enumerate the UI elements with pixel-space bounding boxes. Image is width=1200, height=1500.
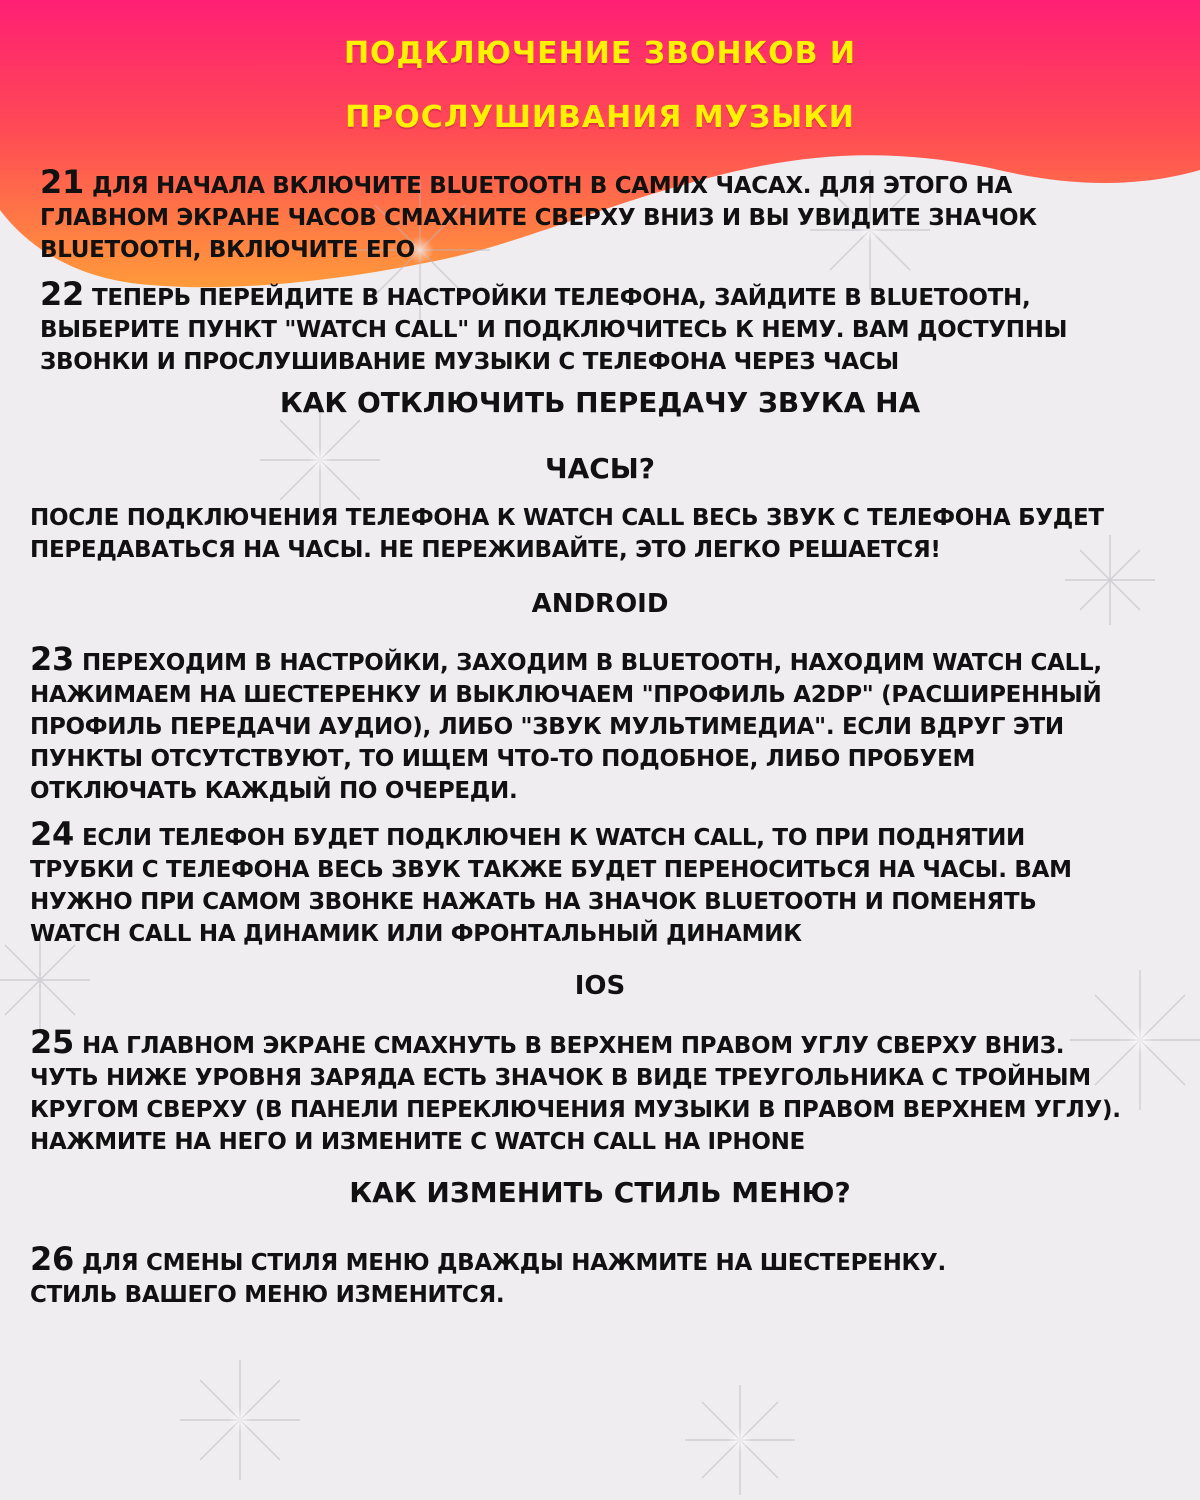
step-text-line: ГЛАВНОМ ЭКРАНЕ ЧАСОВ СМАХНИТЕ СВЕРХУ ВНИЗ И ВЫ УВИДИТЕ ЗНАЧОК — [40, 205, 1037, 231]
heading-line: ЧАСЫ? — [544, 452, 656, 485]
step-text-line: ЧУТЬ НИЖЕ УРОВНЯ ЗАРЯДА ЕСТЬ ЗНАЧОК В ВИДЕ ТРЕУГОЛЬНИКА С ТРОЙНЫМ — [30, 1065, 1091, 1091]
section-intro — [30, 502, 1104, 566]
step-text-line: ТЕПЕРЬ ПЕРЕЙДИТЕ В НАСТРОЙКИ ТЕЛЕФОНА, ЗАЙДИТЕ В BLUETOOTH, — [91, 285, 1031, 311]
step-text-line: КРУГОМ СВЕРХУ (В ПАНЕЛИ ПЕРЕКЛЮЧЕНИЯ МУЗЫКИ В ПРАВОМ ВЕРХНЕМ УГЛУ). — [30, 1097, 1121, 1123]
step-number: 21 — [40, 163, 84, 201]
step-text-line: СТИЛЬ ВАШЕГО МЕНЮ ИЗМЕНИТСЯ. — [30, 1282, 505, 1308]
step-number: 24 — [30, 815, 74, 853]
step-text-line: BLUETOOTH, ВКЛЮЧИТЕ ЕГО — [40, 237, 415, 263]
step-22 — [40, 275, 1068, 378]
page-title — [0, 22, 1200, 150]
step-text-line: НАЖИМАЕМ НА ШЕСТЕРЕНКУ И ВЫКЛЮЧАЕМ "ПРОФИЛЬ A2DP" (РАСШИРЕННЫЙ — [30, 682, 1102, 708]
step-26 — [30, 1240, 946, 1311]
step-text-line: ТРУБКИ С ТЕЛЕФОНА ВЕСЬ ЗВУК ТАКЖЕ БУДЕТ ПЕРЕНОСИТЬСЯ НА ЧАСЫ. ВАМ — [30, 857, 1072, 883]
step-text-line: WATCH CALL НА ДИНАМИК ИЛИ ФРОНТАЛЬНЫЙ ДИНАМИК — [30, 921, 802, 947]
step-24 — [30, 815, 1072, 950]
step-text-line: ПУНКТЫ ОТСУТСТВУЮТ, ТО ИЩЕМ ЧТО-ТО ПОДОБНОЕ, ЛИБО ПРОБУЕМ — [30, 746, 976, 772]
step-text-line: ПЕРЕХОДИМ В НАСТРОЙКИ, ЗАХОДИМ В BLUETOOTH, НАХОДИМ WATCH CALL, — [81, 650, 1102, 676]
section-heading-audio — [0, 372, 1200, 500]
step-text-line: ПРОФИЛЬ ПЕРЕДАЧИ АУДИО), ЛИБО "ЗВУК МУЛЬТИМЕДИА". ЕСЛИ ВДРУГ ЭТИ — [30, 714, 1064, 740]
step-text-line: ЕСЛИ ТЕЛЕФОН БУДЕТ ПОДКЛЮЧЕН К WATCH CALL, ТО ПРИ ПОДНЯТИИ — [81, 825, 1025, 851]
title-line-1: ПОДКЛЮЧЕНИЕ ЗВОНКОВ И — [343, 36, 857, 71]
step-number: 26 — [30, 1240, 74, 1278]
step-number: 23 — [30, 640, 74, 678]
title-line-2: ПРОСЛУШИВАНИЯ МУЗЫКИ — [345, 100, 855, 135]
step-text-line: ЗВОНКИ И ПРОСЛУШИВАНИЕ МУЗЫКИ С ТЕЛЕФОНА ЧЕРЕЗ ЧАСЫ — [40, 349, 899, 375]
step-text-line: ВЫБЕРИТЕ ПУНКТ "WATCH CALL" И ПОДКЛЮЧИТЕСЬ К НЕМУ. ВАМ ДОСТУПНЫ — [40, 317, 1068, 343]
step-text-line: НУЖНО ПРИ САМОМ ЗВОНКЕ НАЖАТЬ НА ЗНАЧОК BLUETOOTH И ПОМЕНЯТЬ — [30, 889, 1037, 915]
step-text-line: ОТКЛЮЧАТЬ КАЖДЫЙ ПО ОЧЕРЕДИ. — [30, 778, 518, 804]
step-number: 22 — [40, 275, 84, 313]
step-25 — [30, 1023, 1121, 1158]
step-text-line: ДЛЯ НАЧАЛА ВКЛЮЧИТЕ BLUETOOTH В САМИХ ЧАСАХ. ДЛЯ ЭТОГО НА — [91, 173, 1012, 199]
step-23 — [30, 640, 1102, 807]
intro-line: ПОСЛЕ ПОДКЛЮЧЕНИЯ ТЕЛЕФОНА К WATCH CALL ВЕСЬ ЗВУК С ТЕЛЕФОНА БУДЕТ — [30, 505, 1104, 531]
step-text-line: НА ГЛАВНОМ ЭКРАНЕ СМАХНУТЬ В ВЕРХНЕМ ПРАВОМ УГЛУ СВЕРХУ ВНИЗ. — [81, 1033, 1065, 1059]
ios-heading: IOS — [574, 971, 626, 1001]
step-text-line: НАЖМИТЕ НА НЕГО И ИЗМЕНИТЕ С WATCH CALL НА IPHONE — [30, 1129, 805, 1155]
menu-style-heading: КАК ИЗМЕНИТЬ СТИЛЬ МЕНЮ? — [349, 1176, 851, 1209]
step-21 — [40, 163, 1037, 266]
intro-line: ПЕРЕДАВАТЬСЯ НА ЧАСЫ. НЕ ПЕРЕЖИВАЙТЕ, ЭТО ЛЕГКО РЕШАЕТСЯ! — [30, 537, 941, 563]
heading-line: КАК ОТКЛЮЧИТЬ ПЕРЕДАЧУ ЗВУКА НА — [279, 386, 921, 419]
step-number: 25 — [30, 1023, 74, 1061]
step-text-line: ДЛЯ СМЕНЫ СТИЛЯ МЕНЮ ДВАЖДЫ НАЖМИТЕ НА ШЕСТЕРЕНКУ. — [81, 1250, 946, 1276]
android-heading: ANDROID — [531, 589, 669, 619]
